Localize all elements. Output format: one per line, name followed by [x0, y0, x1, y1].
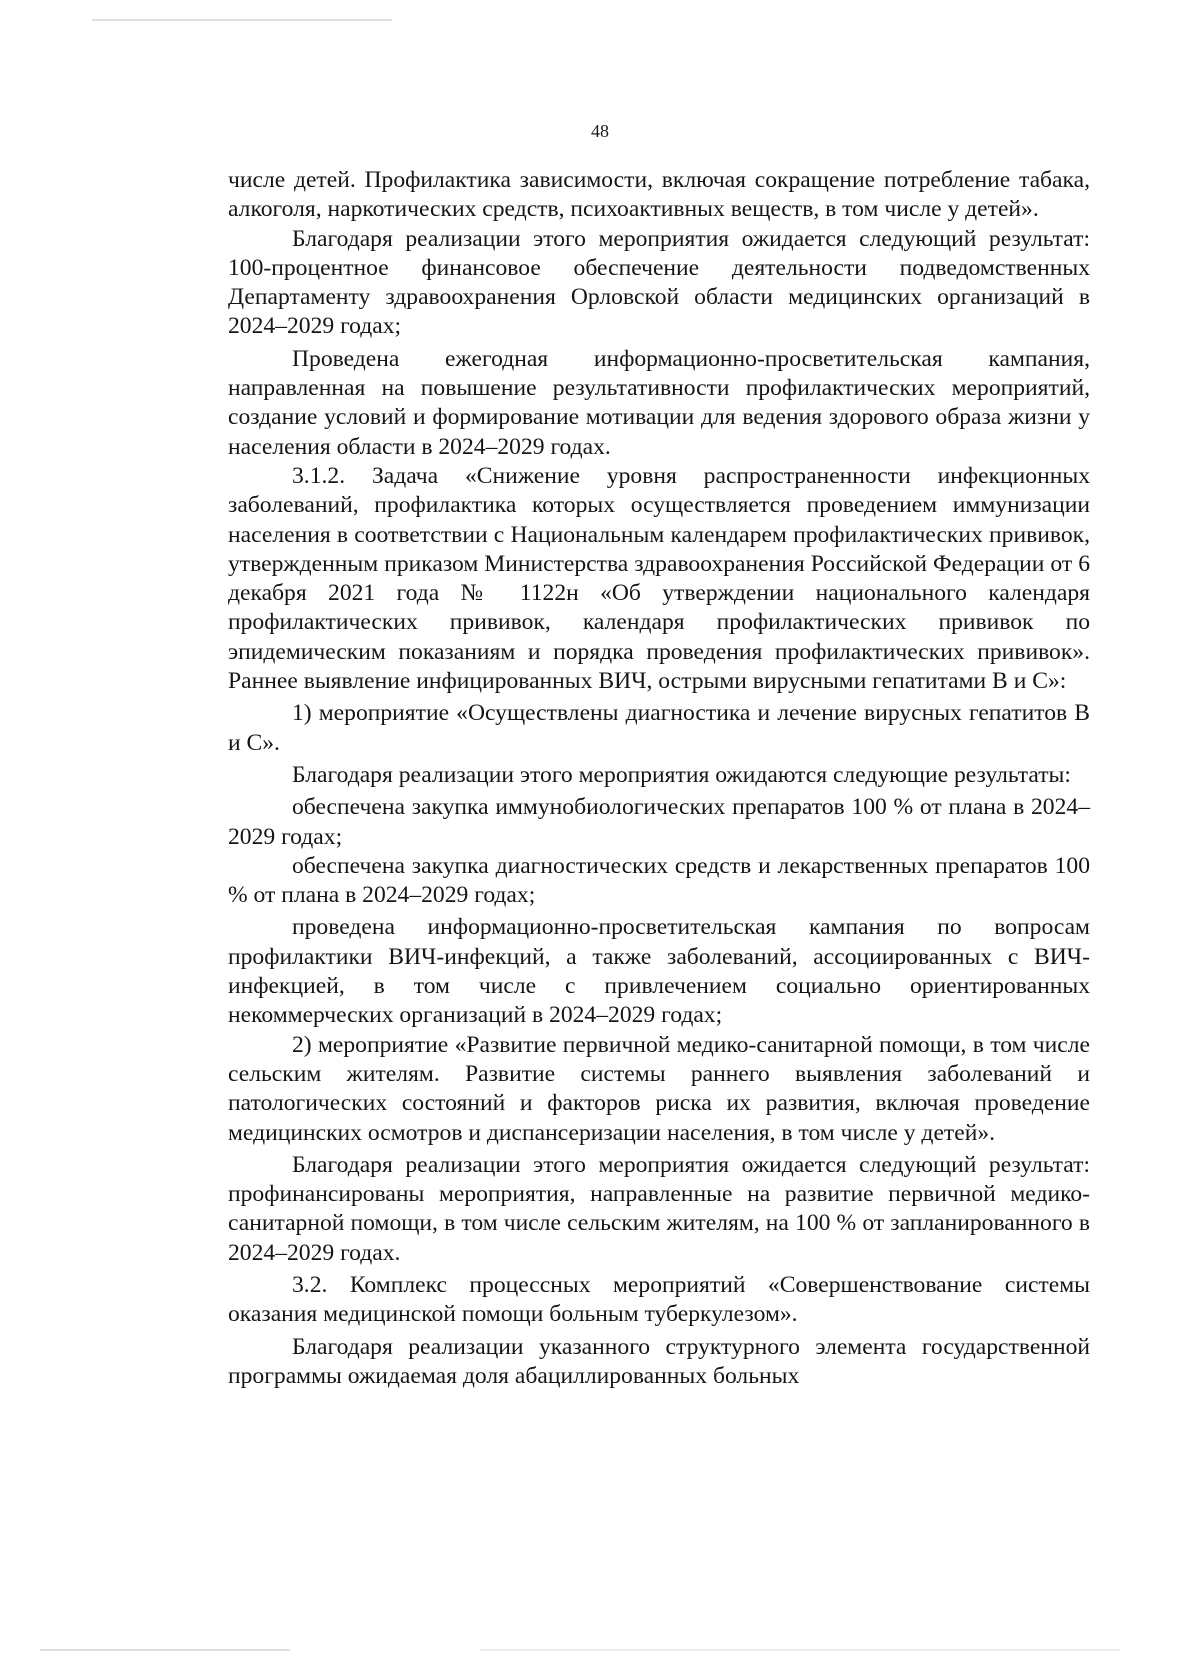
paragraph-1: числе детей. Профилактика зависимости, включая сокращение потребление табака, алкоголя, наркотических средств, психоактивных веществ, в том числе у детей». — [228, 167, 1090, 223]
paragraph-13: Благодаря реализации указанного структурного элемента государственной программы ожидаемая доля абациллированных больных — [228, 1333, 1090, 1389]
scan-artifact-bottom-right — [480, 1649, 1120, 1651]
paragraph-9: проведена информационно-просветительская кампания по вопросам профилактики ВИЧ-инфекций, а также заболеваний, ассоциированных с ВИЧ-инфекцией, в том числе с привлечением социально ориентированных некоммерческих организаций в 2024–2029 годах; — [228, 914, 1090, 1029]
paragraph-12: 3.2. Комплекс процессных мероприятий «Совершенствование системы оказания медицинской помощи больным туберкулезом». — [228, 1271, 1090, 1328]
paragraph-8: обеспечена закупка диагностических средств и лекарственных препаратов 100 % от плана в 2024–2029 годах; — [228, 852, 1090, 909]
paragraph-7: обеспечена закупка иммунобиологических препаратов 100 % от плана в 2024–2029 годах; — [228, 794, 1090, 850]
paragraph-5: 1) мероприятие «Осуществлены диагностика и лечение вирусных гепатитов В и С». — [228, 700, 1090, 756]
page-number: 48 — [591, 121, 609, 141]
paragraph-4: 3.1.2. Задача «Снижение уровня распространенности инфекционных заболеваний, профилактика которых осуществляется проведением иммунизации населения в соответствии с Национальным календарем профилактических прививок, утвержденным приказом Министерства здравоохранения Российской Федерации от 6 декабря 2021 года № 1122н «Об утверждении национального календаря профилактических прививок, календаря профилактических прививок по эпидемическим показаниям и порядка проведения профилактических прививок». Раннее выявление инфицированных ВИЧ, острыми вирусными гепатитами В и С»: — [228, 462, 1090, 695]
paragraph-10: 2) мероприятие «Развитие первичной медико-санитарной помощи, в том числе сельским жителям. Развитие системы раннего выявления заболеваний и патологических состояний и факторов риска их развития, включая проведение медицинских осмотров и диспансеризации населения, в том числе у детей». — [228, 1031, 1090, 1146]
paragraph-11: Благодаря реализации этого мероприятия ожидается следующий результат: профинансированы мероприятия, направленные на развитие первичной медико-санитарной помощи, в том числе сельским жителям, на 100 % от запланированного в 2024–2029 годах. — [228, 1151, 1090, 1266]
paragraph-3: Проведена ежегодная информационно-просветительская кампания, направленная на повышение результативности профилактических мероприятий, создание условий и формирование мотивации для ведения здорового образа жизни у населения области в 2024–2029 годах. — [228, 345, 1090, 460]
scan-artifact-bottom-left — [40, 1649, 290, 1651]
paragraph-6: Благодаря реализации этого мероприятия ожидаются следующие результаты: — [292, 761, 1071, 788]
document-body — [228, 166, 1090, 1391]
scan-artifact-top — [92, 19, 392, 21]
paragraph-2: Благодаря реализации этого мероприятия ожидается следующий результат: 100-процентное финансовое обеспечение деятельности подведомственных Департаменту здравоохранения Орловской области медицинских организаций в 2024–2029 годах; — [228, 225, 1090, 340]
